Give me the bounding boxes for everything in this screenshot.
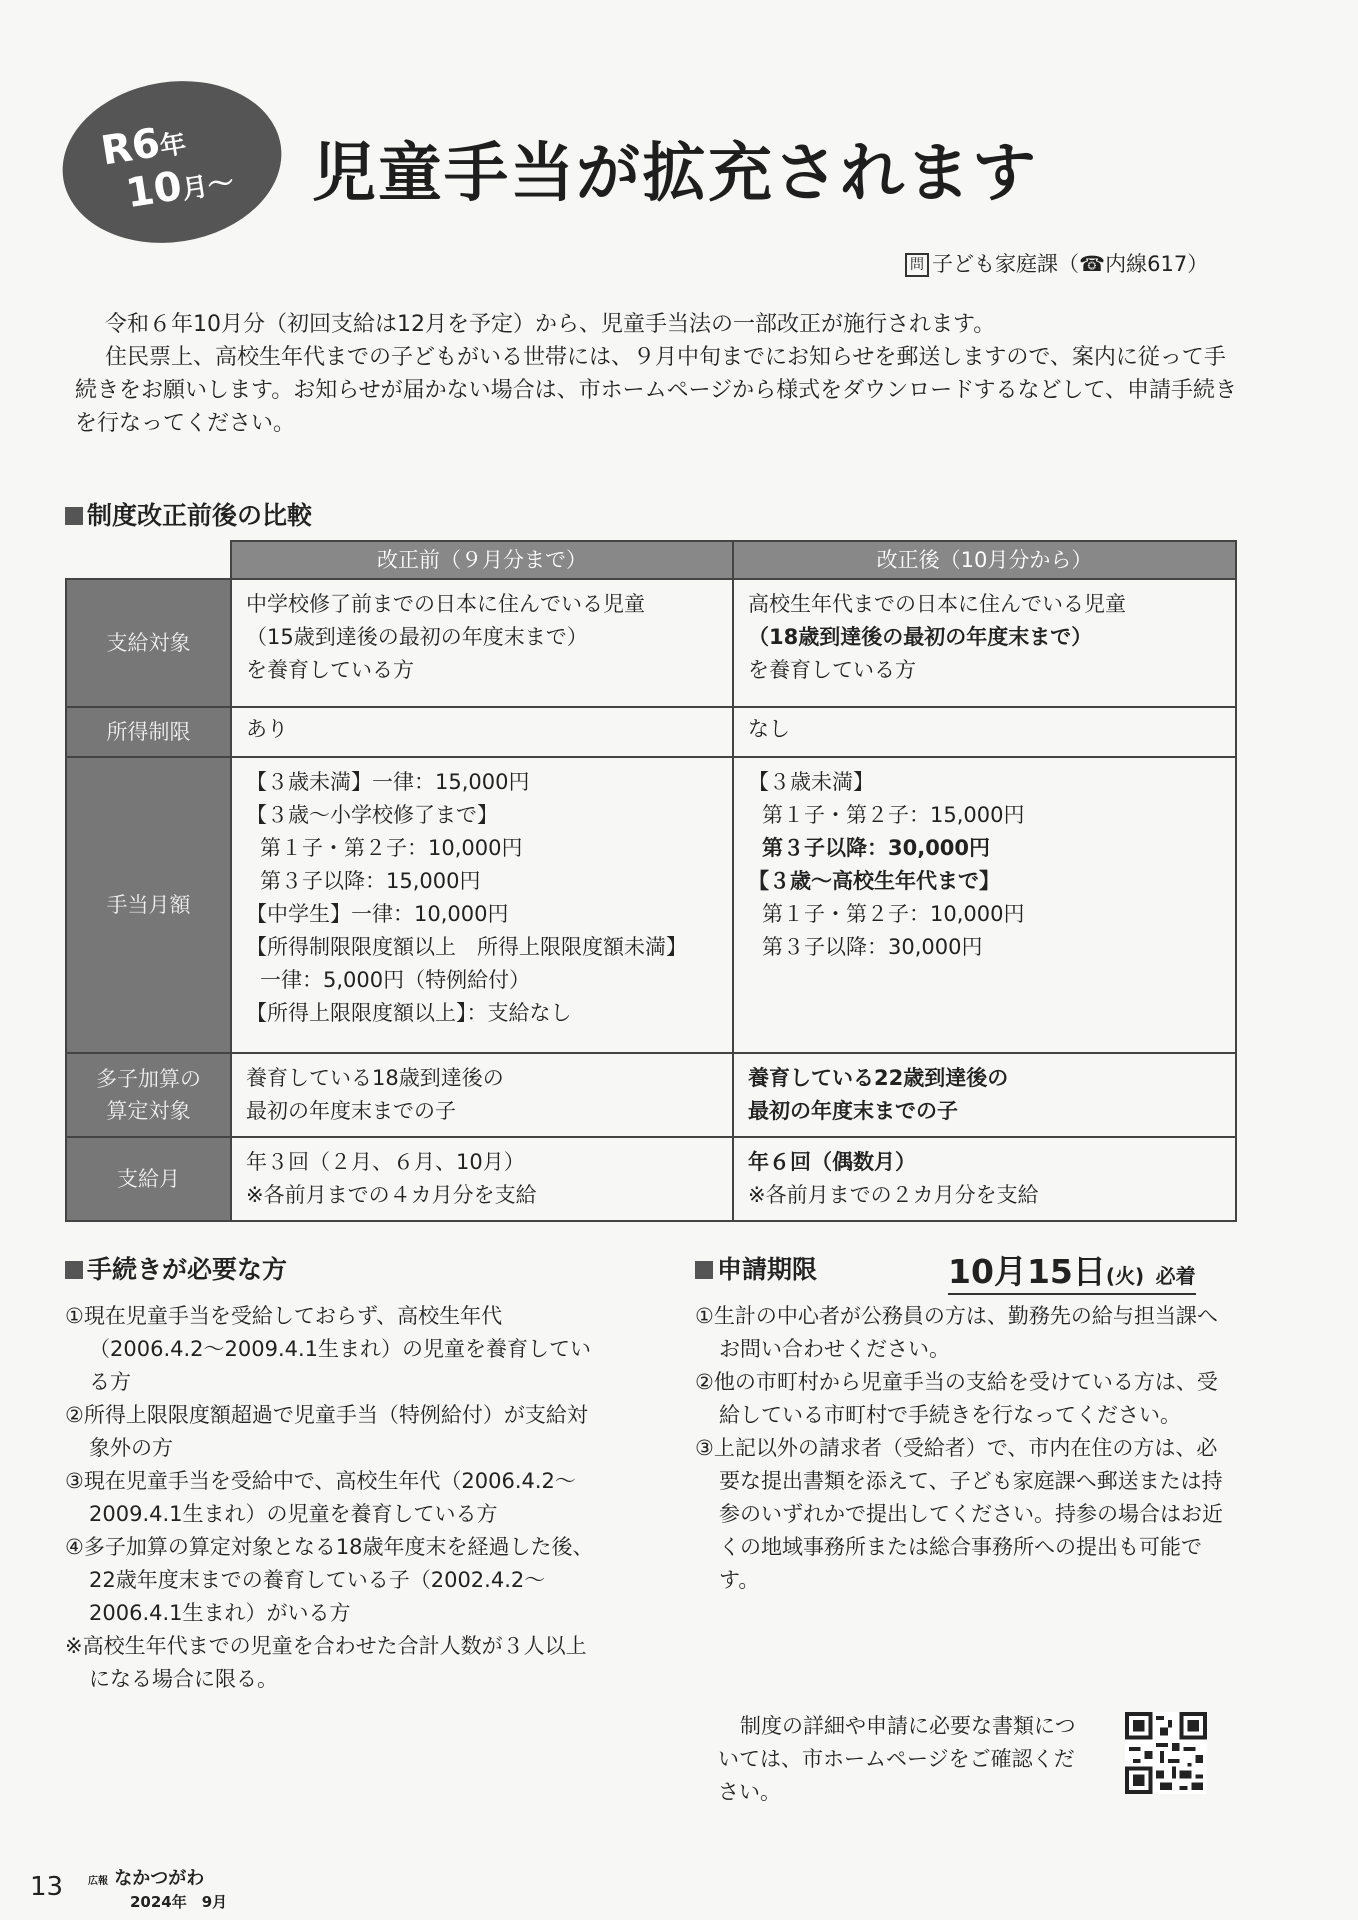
row-label-income: 所得制限 xyxy=(66,707,231,757)
target-before: 中学校修了前までの日本に住んでいる児童 （15歳到達後の最初の年度末まで） を養育している方 xyxy=(231,579,733,707)
amount-before: 【３歳未満】一律：15,000円 【３歳〜小学校修了まで】 第１子・第２子：10,000円 第３子以降：15,000円 【中学生】一律：10,000円 【所得制限限度額以上 所得上限限度額未満】 一律：5,000円（特例給付） 【所得上限限度額以上】：支給なし xyxy=(231,757,733,1053)
list-item: ③現在児童手当を受給中で、高校生年代（2006.4.2〜2009.4.1生まれ）の児童を養育している方 xyxy=(65,1469,576,1526)
income-after: なし xyxy=(733,707,1236,757)
comparison-table xyxy=(65,540,1237,1222)
publication-date: 2024年 9月 xyxy=(130,1893,228,1911)
target-after: 高校生年代までの日本に住んでいる児童 （18歳到達後の最初の年度末まで） を養育している方 xyxy=(733,579,1236,707)
info-text: 制度の詳細や申請に必要な書類については、市ホームページをご確認ください。 xyxy=(718,1714,1076,1804)
row-label-target: 支給対象 xyxy=(66,579,231,707)
inquiry-icon: 問 xyxy=(905,253,929,277)
comparison-heading: 制度改正前後の比較 xyxy=(65,496,312,532)
page-title: 児童手当が拡充されます xyxy=(312,137,1038,211)
month-after: 年６回（偶数月） ※各前月までの２カ月分を支給 xyxy=(733,1137,1236,1221)
list-item: ②所得上限限度額超過で児童手当（特例給付）が支給対象外の方 xyxy=(65,1403,588,1460)
date-badge xyxy=(51,66,293,258)
procedure-list xyxy=(65,1300,605,1696)
deadline-list xyxy=(695,1300,1235,1597)
amount-after: 【３歳未満】 第１子・第２子：15,000円 第３子以降：30,000円 【３歳〜高校生年代まで】 第１子・第２子：10,000円 第３子以降：30,000円 xyxy=(733,757,1236,1053)
table-header-row xyxy=(66,541,1236,579)
table-row xyxy=(66,1137,1236,1221)
row-label-multi: 多子加算の 算定対象 xyxy=(66,1053,231,1137)
intro-paragraph: 令和６年10月分（初回支給は12月を予定）から、児童手当法の一部改正が施行されます。 xyxy=(105,312,996,337)
month-before: 年３回（２月、６月、10月） ※各前月までの４カ月分を支給 xyxy=(231,1137,733,1221)
contact-info xyxy=(905,248,1208,278)
intro-text xyxy=(75,308,1245,440)
before-header: 改正前（９月分まで） xyxy=(231,541,733,579)
list-item: ※高校生年代までの児童を合わせた合計人数が３人以上になる場合に限る。 xyxy=(65,1634,587,1691)
table-row xyxy=(66,707,1236,757)
row-label-amount: 手当月額 xyxy=(66,757,231,1053)
list-item: ③上記以外の請求者（受給者）で、市内在住の方は、必要な提出書類を添えて、子ども家庭課へ郵送または持参のいずれかで提出してください。持参の場合はお近くの地域事務所または総合事務所への提出も可能です。 xyxy=(695,1436,1223,1592)
after-header: 改正後（10月分から） xyxy=(733,541,1236,579)
table-row xyxy=(66,757,1236,1053)
list-item: ④多子加算の算定対象となる18歳年度末を経過した後、22歳年度末までの養育している子（2002.4.2〜2006.4.1生まれ）がいる方 xyxy=(65,1535,594,1625)
square-bullet-icon xyxy=(695,1261,713,1279)
income-before: あり xyxy=(231,707,733,757)
table-row xyxy=(66,1053,1236,1137)
square-bullet-icon xyxy=(65,507,83,525)
procedure-heading: 手続きが必要な方 xyxy=(65,1250,287,1286)
publication-name: 広報 なかつがわ xyxy=(88,1868,205,1889)
badge-month: 10月〜 xyxy=(122,163,237,218)
list-item: ①現在児童手当を受給しておらず、高校生年代（2006.4.2〜2009.4.1生まれ）の児童を養育している方 xyxy=(65,1304,592,1394)
row-label-month: 支給月 xyxy=(66,1137,231,1221)
table-corner xyxy=(66,541,231,579)
deadline-heading: 申請期限 xyxy=(695,1250,817,1286)
multi-before: 養育している18歳到達後の 最初の年度末までの子 xyxy=(231,1053,733,1137)
table-row xyxy=(66,579,1236,707)
square-bullet-icon xyxy=(65,1261,83,1279)
page-number: 13 xyxy=(30,1872,64,1902)
list-item: ①生計の中心者が公務員の方は、勤務先の給与担当課へお問い合わせください。 xyxy=(695,1304,1218,1361)
intro-paragraph: 住民票上、高校生年代までの子どもがいる世帯には、９月中旬までにお知らせを郵送しますので、案内に従って手続きをお願いします。お知らせが届かない場合は、市ホームページから様式をダウンロードするなどして、申請手続きを行なってください。 xyxy=(75,345,1238,436)
badge-year: R6年 xyxy=(97,120,189,175)
multi-after: 養育している22歳到達後の 最初の年度末までの子 xyxy=(733,1053,1236,1137)
deadline-date: 10月15日(火) 必着 xyxy=(948,1246,1196,1295)
qr-code-icon[interactable] xyxy=(1125,1712,1207,1794)
contact-text: 子ども家庭課（☎内線617） xyxy=(932,252,1209,276)
list-item: ②他の市町村から児童手当の支給を受けている方は、受給している市町村で手続きを行なってください。 xyxy=(695,1370,1218,1427)
